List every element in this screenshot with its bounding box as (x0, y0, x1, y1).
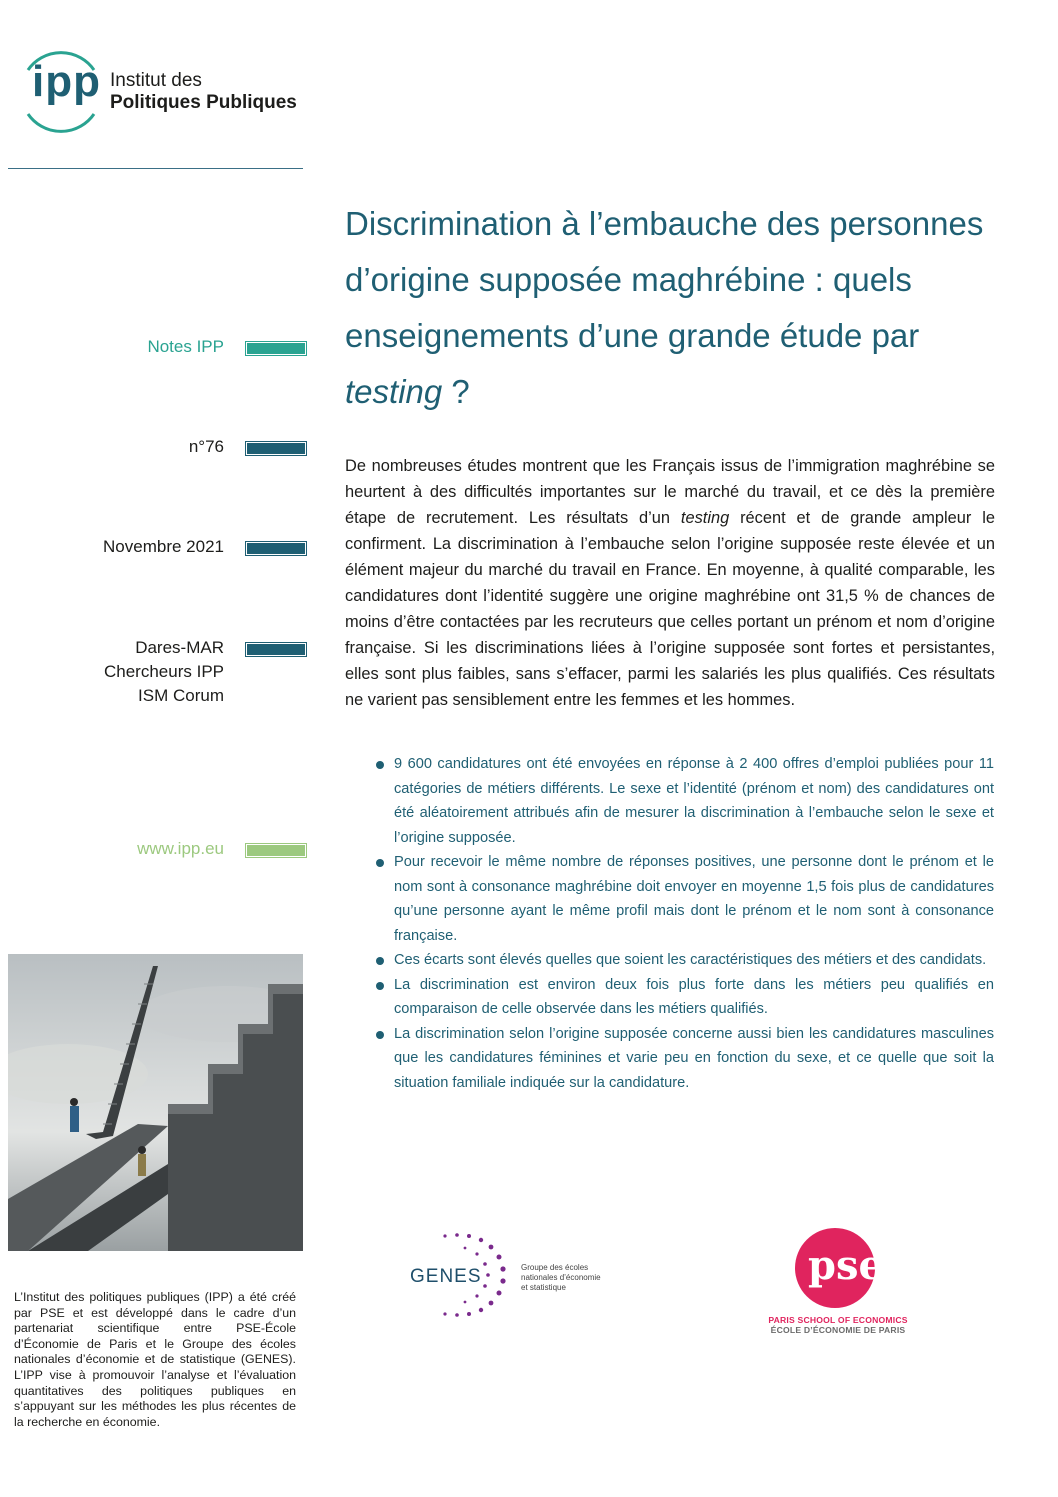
finding-text: Ces écarts sont élevés quelles que soient les caractéristiques des métiers et des candidats. (394, 952, 987, 968)
author-3: ISM Corum (138, 686, 224, 705)
pse-subtitle (763, 1315, 913, 1335)
institute-name-line1: Institut des (110, 70, 202, 91)
list-item (372, 1022, 994, 1096)
list-item (372, 752, 994, 850)
authors (104, 636, 224, 708)
about-ipp: L’Institut des politiques publiques (IPP) a été créé par PSE et est développé dans le cadre d’un partenariat scientifique entre PSE-École d’Économie de Paris et le Groupe des écoles nationales d’économie et de statistique (GENES). L’IPP vise à promouvoir l’analyse et l’évaluation quantitatives des politiques publiques en s’appuyant sur les méthodes les plus récentes de la recherche en économie. (14, 1290, 296, 1429)
list-item (372, 973, 994, 1022)
title-end: ? (442, 373, 470, 410)
pse-logo-mark: pse (808, 1242, 884, 1289)
date-tag (246, 542, 306, 555)
intro-paragraph (345, 453, 995, 713)
title-emphasis: testing (345, 373, 443, 410)
series-label: Notes IPP (147, 337, 224, 356)
institute-name-line2: Politiques Publiques (110, 92, 297, 113)
genes-subtitle-line: nationales d’économie (521, 1273, 601, 1282)
website-tag (246, 844, 306, 857)
website-link[interactable]: www.ipp.eu (137, 839, 224, 858)
header-divider (8, 168, 303, 169)
series-tag (246, 342, 306, 355)
bullet-icon (376, 859, 384, 867)
intro-part1: De nombreuses études montrent que les Français issus de l’immigration maghrébine se heurtent à des difficultés importantes sur le marché du travail, et ce dès la première étape de recrutement. Les résultats d’un (345, 457, 995, 527)
key-findings-list (372, 752, 994, 1095)
number-tag (246, 442, 306, 455)
bullet-icon (376, 761, 384, 769)
finding-text: 9 600 candidatures ont été envoyées en réponse à 2 400 offres d’emploi publiées pour 11 catégories de métiers différents. Le sexe et l’identité (prénom et nom) des candidatures ont été aléatoirement attribués afin de mesurer la discrimination à l’embauche selon le sexe et l’origine supposée. (394, 756, 994, 846)
pse-subtitle-en: PARIS SCHOOL OF ECONOMICS (768, 1315, 908, 1325)
pse-subtitle-fr: ÉCOLE D’ÉCONOMIE DE PARIS (770, 1325, 906, 1335)
bullet-icon (376, 957, 384, 965)
authors-tag (246, 643, 306, 656)
genes-wordmark: GENES (410, 1266, 482, 1287)
title-main: Discrimination à l’embauche des personnes d’origine supposée maghrébine : quels enseignements d’une grande étude par (345, 205, 984, 354)
finding-text: Pour recevoir le même nombre de réponses positives, une personne dont le prénom et le nom sont à consonance maghrébine doit envoyer en moyenne 1,5 fois plus de candidatures qu’une personne ayant le même profil mais dont le prénom et le nom sont à consonance française. (394, 854, 994, 944)
finding-text: La discrimination est environ deux fois plus forte dans les métiers peu qualifiés en comparaison de celle observée dans les métiers qualifiés. (394, 976, 994, 1017)
genes-subtitle-line: et statistique (521, 1283, 566, 1292)
page-title (345, 196, 1025, 420)
genes-subtitle (521, 1263, 621, 1293)
list-item (372, 850, 994, 948)
genes-subtitle-line: Groupe des écoles (521, 1263, 589, 1272)
list-item (372, 948, 994, 973)
author-1: Dares-MAR (135, 638, 224, 657)
finding-text: La discrimination selon l’origine supposée concerne aussi bien les candidatures masculines que les candidatures féminines et varie peu en fonction du sexe, et ce quelle que soit la situation familiale indiquée sur la candidature. (394, 1025, 994, 1091)
ipp-logo-mark: ipp (32, 57, 101, 106)
institute-name (110, 70, 297, 114)
intro-emphasis: testing (680, 509, 730, 527)
publication-date: Novembre 2021 (103, 537, 224, 556)
author-2: Chercheurs IPP (104, 662, 224, 681)
intro-part2: récent et de grande ampleur le confirment. La discrimination à l’embauche selon l’origine supposée reste élevée et un élément majeur du marché du travail en France. En moyenne, à qualité comparable, les candidatures dont l’identité suggère une origine maghrébine ont 31,5 % de chances de moins d’être contactées par les recruteurs que celles portant un prénom et nom d’origine française. Si les discriminations liées à l’origine supposée sont fortes et persistantes, elles sont plus faibles, sans s’effacer, parmi les salariés les plus qualifiés. Ces résultats ne varient pas sensiblement entre les femmes et les hommes. (345, 509, 995, 709)
bullet-icon (376, 1031, 384, 1039)
bullet-icon (376, 982, 384, 990)
cover-illustration (8, 954, 303, 1251)
issue-number: n°76 (188, 437, 224, 456)
